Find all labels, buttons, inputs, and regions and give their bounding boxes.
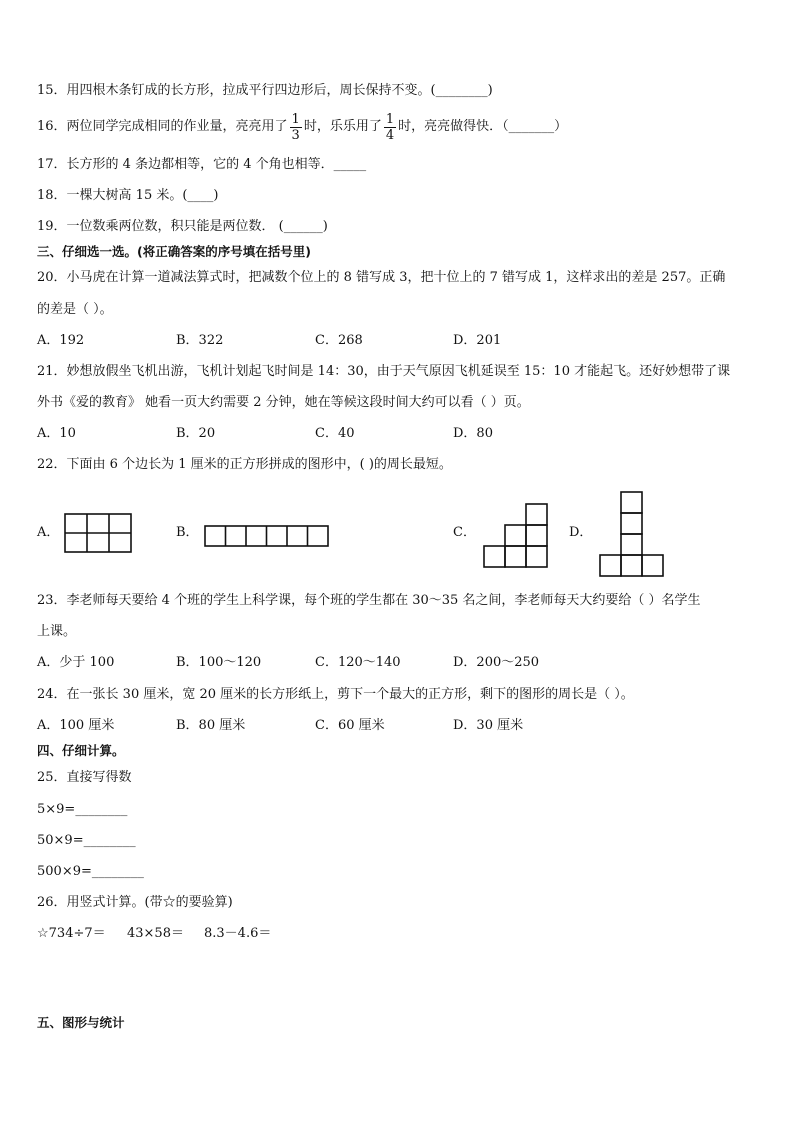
q21-option-d: D．80 — [453, 426, 493, 441]
question-24-line1: 24．在一张长 30 厘米，宽 20 厘米的长方形纸上，剪下一个最大的正方形，剩下的图形的周长是（ ）。 — [37, 687, 634, 702]
q24-option-b: B．80 厘米 — [176, 718, 246, 733]
q22-figure-a — [64, 513, 134, 555]
q23-option-a: A．少于 100 — [37, 655, 115, 670]
fraction-denominator: 4 — [385, 127, 395, 143]
section-3-heading: 三、仔细选一选。(将正确答案的序号填在括号里) — [37, 244, 311, 259]
fraction-one-third — [290, 112, 302, 143]
question-25-title: 25．直接写得数 — [37, 770, 132, 785]
q16-text-mid: 时，乐乐用了 — [303, 119, 382, 134]
q26-item-3: 8.3－4.6＝ — [204, 926, 272, 941]
q24-option-d: D．30 厘米 — [453, 718, 524, 733]
question-20-line1: 20．小马虎在计算一道减法算式时，把减数个位上的 8 错写成 3，把十位上的 7 错写成 1，这样求出的差是 257。正确 — [37, 270, 726, 285]
question-21-line1: 21．妙想放假坐飞机出游，飞机计划起飞时间是 14：30，由于天气原因飞机延误至 15：10 才能起飞。还好妙想带了课 — [37, 364, 731, 379]
q23-option-d: D．200～250 — [453, 655, 540, 670]
fraction-numerator: 1 — [385, 111, 395, 127]
q16-text-pre: 16．两位同学完成相同的作业量，亮亮用了 — [37, 119, 288, 134]
fraction-numerator: 1 — [291, 111, 300, 127]
section-5-heading: 五、图形与统计 — [37, 1015, 125, 1030]
q22-label-d: D． — [569, 525, 593, 540]
q20-option-b: B．322 — [176, 333, 224, 348]
q22-figure-b — [204, 525, 330, 549]
section-4-heading: 四、仔细计算。 — [37, 743, 125, 758]
q20-option-d: D．201 — [453, 333, 502, 348]
question-22-line1: 22．下面由 6 个边长为 1 厘米的正方形拼成的图形中，( )的周长最短。 — [37, 457, 452, 472]
question-16 — [37, 109, 567, 145]
q21-option-b: B．20 — [176, 426, 216, 441]
q22-label-c: C． — [453, 525, 476, 540]
q22-label-a: A． — [37, 525, 60, 540]
question-20-line2: 的差是（ ）。 — [37, 302, 113, 317]
fraction-one-fourth — [384, 112, 396, 143]
fraction-denominator: 3 — [291, 127, 300, 143]
question-15: 15．用四根木条钉成的长方形，拉成平行四边形后，周长保持不变。(________) — [37, 83, 493, 98]
q20-option-a: A．192 — [37, 333, 85, 348]
q25-item-3: 500×9=________ — [37, 864, 144, 879]
q25-item-1: 5×9=________ — [37, 802, 128, 817]
question-17: 17．长方形的 4 条边都相等，它的 4 个角也相等．_____ — [37, 157, 367, 172]
q22-figure-d — [599, 490, 665, 579]
q23-option-b: B．100～120 — [176, 655, 262, 670]
q26-item-1: ☆734÷7＝ — [37, 926, 106, 941]
question-26-title: 26．用竖式计算。(带☆的要验算) — [37, 895, 233, 910]
question-23-line2: 上课。 — [37, 624, 77, 639]
q26-item-2: 43×58＝ — [127, 926, 184, 941]
q25-item-2: 50×9=________ — [37, 833, 136, 848]
q24-option-c: C．60 厘米 — [315, 718, 385, 733]
q21-option-a: A．10 — [37, 426, 76, 441]
question-21-line2: 外书《爱的教育》 她看一页大约需要 2 分钟，她在等候这段时间大约可以看（ ）页。 — [37, 395, 530, 410]
q23-option-c: C．120～140 — [315, 655, 401, 670]
q21-option-c: C．40 — [315, 426, 355, 441]
q20-option-c: C．268 — [315, 333, 363, 348]
q16-text-post: 时，亮亮做得快．（_______） — [398, 119, 568, 134]
q22-figure-c — [482, 503, 550, 569]
q22-label-b: B． — [176, 525, 199, 540]
question-18: 18．一棵大树高 15 米。(____) — [37, 188, 219, 203]
q24-option-a: A．100 厘米 — [37, 718, 115, 733]
question-23-line1: 23．李老师每天要给 4 个班的学生上科学课，每个班的学生都在 30～35 名之间，李老师每天大约要给（ ）名学生 — [37, 593, 701, 608]
question-19: 19．一位数乘两位数，积只能是两位数． (______) — [37, 219, 328, 234]
